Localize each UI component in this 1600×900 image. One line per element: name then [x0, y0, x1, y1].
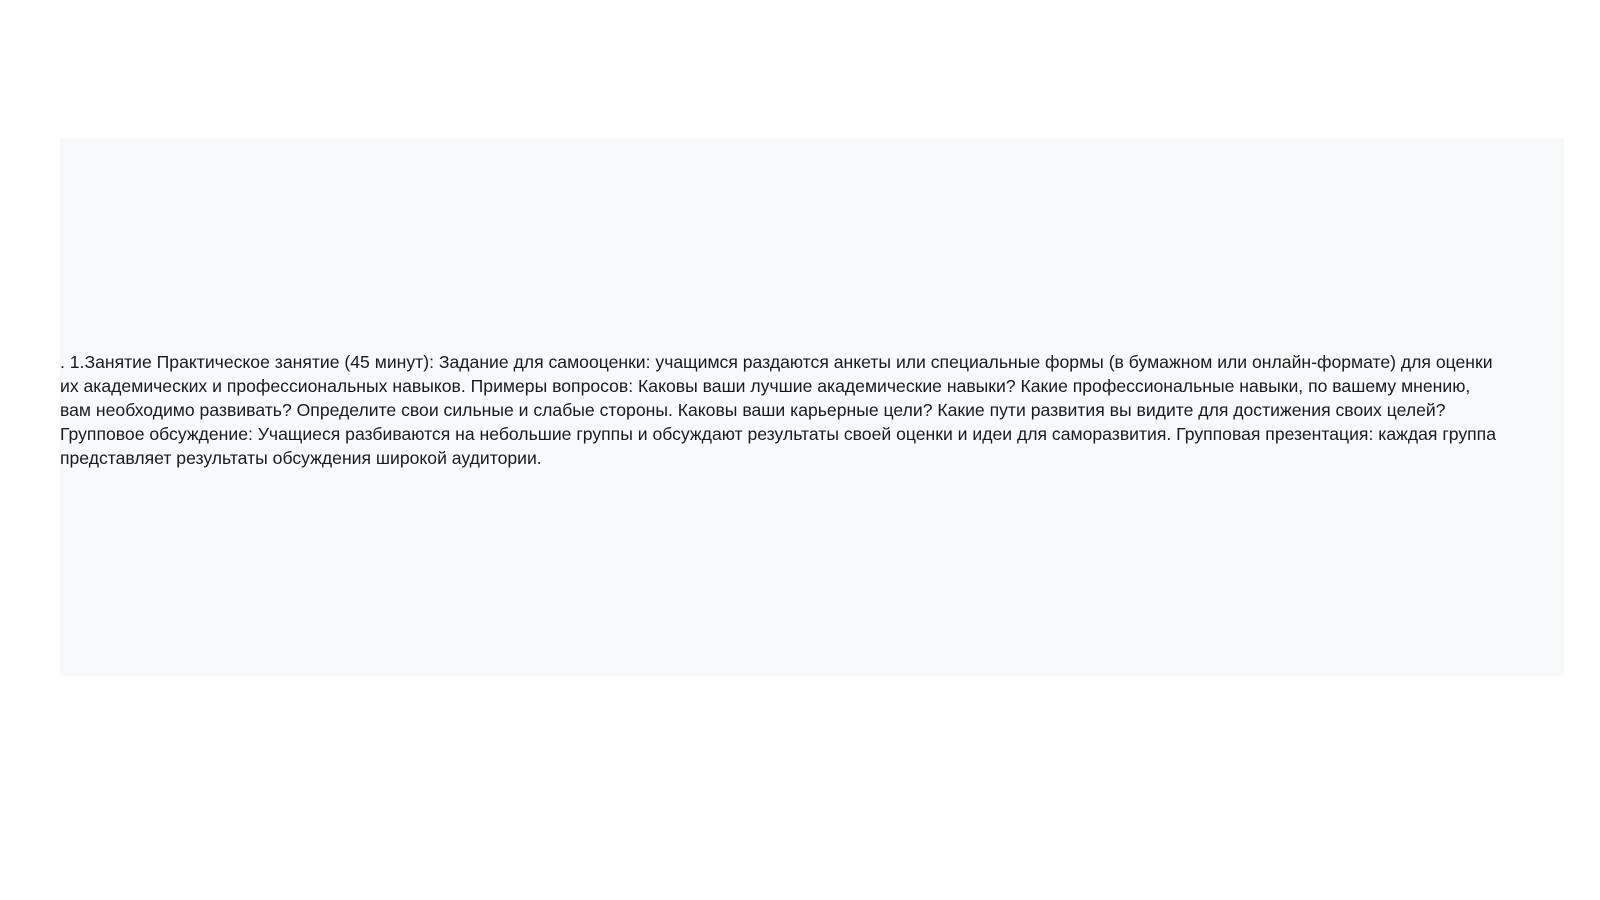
text-line: Групповое обсуждение: Учащиеся разбиваются на небольшие группы и обсуждают результаты своей оценки и идеи для саморазвития. Групповая презентация: каждая группа [60, 424, 1496, 444]
lesson-description [60, 344, 1496, 470]
text-block [60, 138, 1564, 676]
text-line: представляет результаты обсуждения широкой аудитории. [60, 448, 542, 468]
text-line: их академических и профессиональных навыков. Примеры вопросов: Каковы ваши лучшие академические навыки? Какие профессиональные навыки, по вашему мнению, [60, 376, 1471, 396]
text-line: вам необходимо развивать? Определите свои сильные и слабые стороны. Каковы ваши карьерные цели? Какие пути развития вы видите для достижения своих целей? [60, 400, 1446, 420]
text-line: . 1.Занятие Практическое занятие (45 минут): Задание для самооценки: учащимся раздаются анкеты или специальные формы (в бумажном или онлайн-формате) для оценки [60, 352, 1493, 372]
